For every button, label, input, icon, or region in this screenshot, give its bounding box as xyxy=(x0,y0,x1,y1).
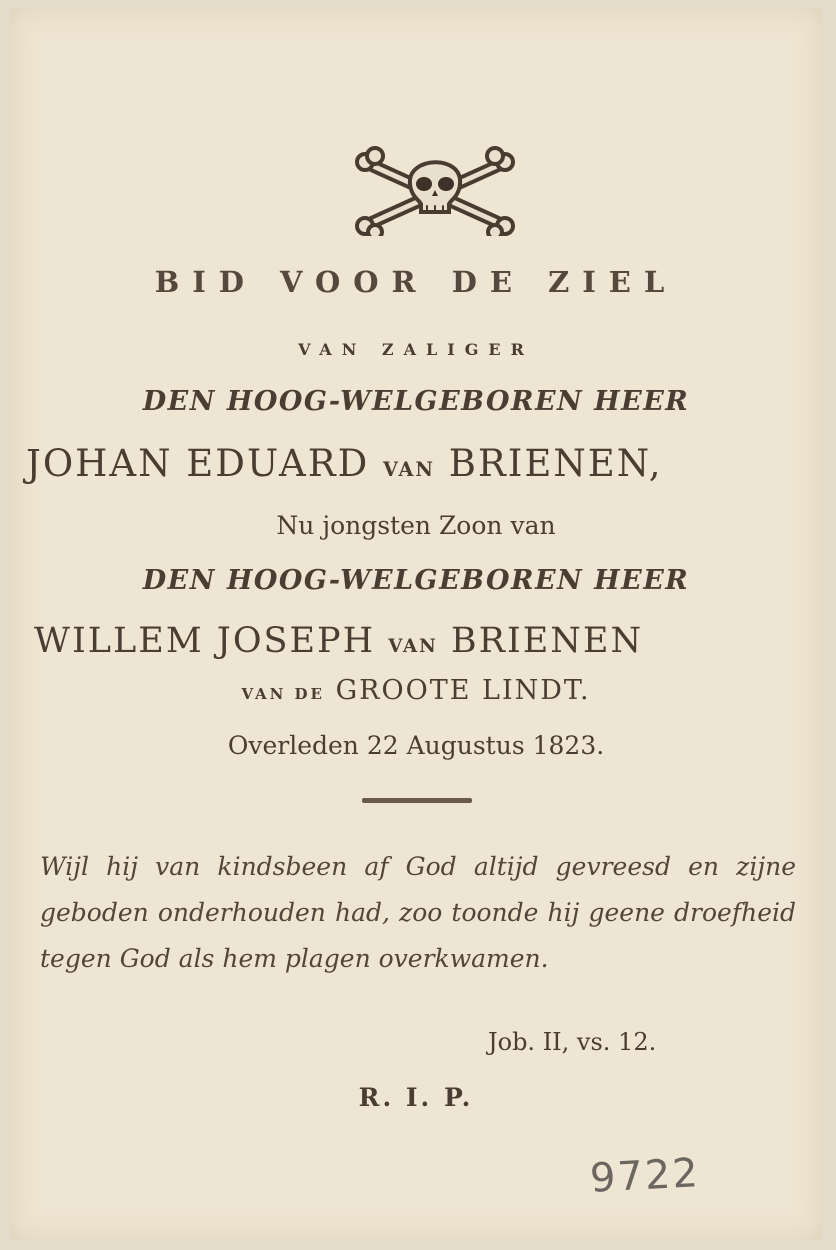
handwritten-number: 9722 xyxy=(588,1150,701,1202)
deceased-name xyxy=(26,442,806,485)
memorial-card xyxy=(10,8,822,1240)
skull-and-crossbones-icon xyxy=(355,144,515,236)
father-name xyxy=(34,621,814,661)
death-date: Overleden 22 Augustus 1823. xyxy=(227,731,605,760)
estate-title: GROOTE LINDT. xyxy=(335,675,591,706)
verse-text: Wijl hij van kindsbeen af God altijd gevreesd en zijne geboden onderhouden had, zoo toonde hij geene droefheid tegen God als hem plagen overkwamen. xyxy=(40,852,796,973)
father-particle: VAN xyxy=(388,636,438,657)
deceased-particle: VAN xyxy=(383,458,435,481)
heading-text: BID VOOR DE ZIEL xyxy=(154,265,678,299)
verse-reference: Job. II, vs. 12. xyxy=(488,1028,657,1056)
deceased-given-names: JOHAN EDUARD xyxy=(26,442,370,485)
father-given-names: WILLEM JOSEPH xyxy=(34,621,376,661)
estate-name xyxy=(10,675,822,706)
title-line-1: DEN HOOG-WELGEBOREN HEER xyxy=(142,386,690,417)
estate-particle: VAN DE xyxy=(241,685,325,703)
father-surname: BRIENEN xyxy=(450,621,644,661)
subheading-text: VAN ZALIGER xyxy=(298,340,534,359)
divider-rule xyxy=(362,798,472,803)
title-line-2: DEN HOOG-WELGEBOREN HEER xyxy=(142,565,690,596)
deceased-surname: BRIENEN, xyxy=(448,442,663,485)
closing-rip: R. I. P. xyxy=(358,1083,474,1112)
relation-text: Nu jongsten Zoon van xyxy=(276,511,556,540)
